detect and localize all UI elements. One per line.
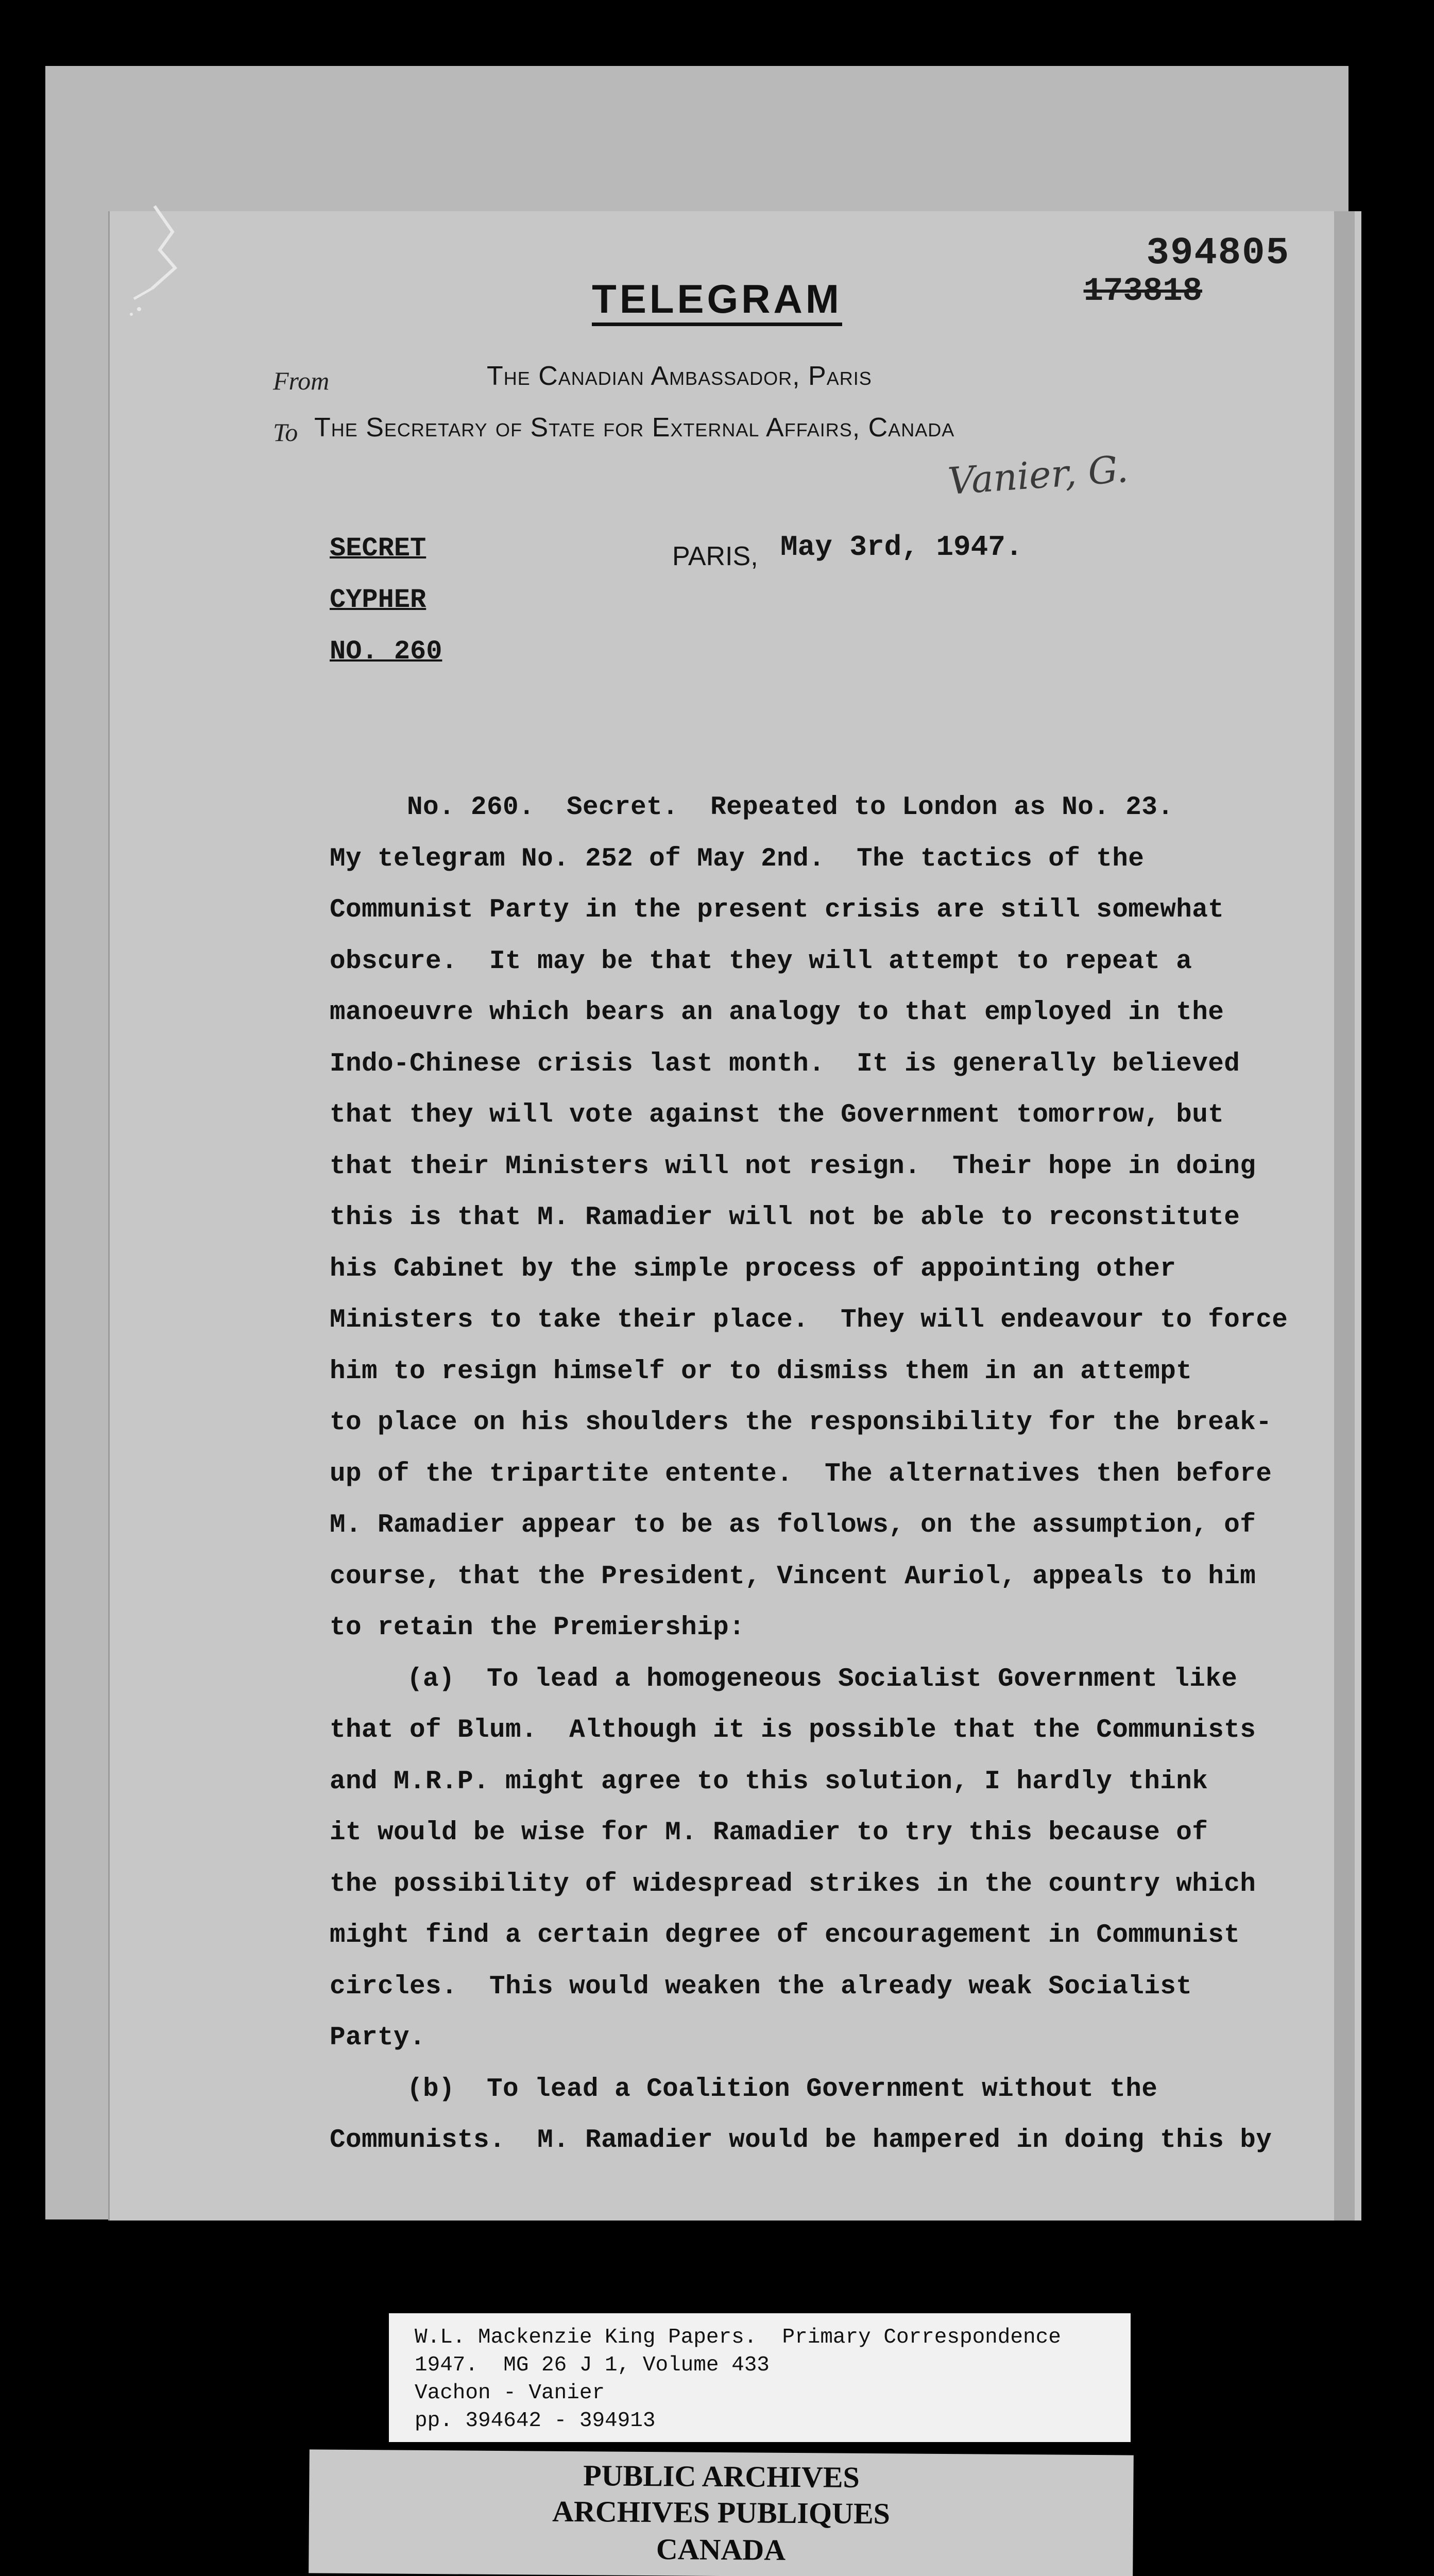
body-line: My telegram No. 252 of May 2nd. The tactics of the — [330, 844, 1145, 874]
body-line: him to resign himself or to dismiss them in an attempt — [330, 1357, 1192, 1386]
body-line: his Cabinet by the simple process of appointing other — [330, 1254, 1176, 1284]
body-line: up of the tripartite entente. The alternatives then before — [330, 1459, 1272, 1489]
telegram-body — [330, 782, 1293, 2166]
struck-document-number: 173818 — [1083, 273, 1202, 310]
citation-line: Vachon - Vanier — [415, 2381, 605, 2405]
body-line: to place on his shoulders the responsibility for the break- — [330, 1408, 1272, 1437]
to-text: The Secretary of State for External Affairs, Canada — [314, 413, 955, 443]
body-line: M. Ramadier appear to be as follows, on the assumption, of — [330, 1511, 1256, 1540]
body-line: Indo-Chinese crisis last month. It is generally believed — [330, 1049, 1240, 1079]
citation-line: W.L. Mackenzie King Papers. Primary Correspondence — [415, 2326, 1061, 2349]
stamp-line: ARCHIVES PUBLIQUES — [552, 2494, 891, 2531]
body-line: obscure. It may be that they will attempt to repeat a — [330, 946, 1192, 976]
body-line: course, that the President, Vincent Auriol, appeals to him — [330, 1562, 1256, 1591]
classification: SECRET — [330, 533, 426, 564]
body-line: (b) To lead a Coalition Government without the — [407, 2074, 1158, 2104]
place-of-origin: PARIS, — [672, 541, 758, 571]
from-text: The Canadian Ambassador, Paris — [487, 361, 872, 391]
body-line: that their Ministers will not resign. Their hope in doing — [330, 1151, 1256, 1181]
body-line: Ministers to take their place. They will endeavour to force — [330, 1306, 1288, 1335]
body-line: might find a certain degree of encouragement in Communist — [330, 1921, 1240, 1950]
telegram-heading — [0, 276, 1434, 323]
body-line: to retain the Premiership: — [330, 1613, 745, 1642]
body-line: manoeuvre which bears an analogy to that employed in the — [330, 998, 1224, 1027]
body-line: this is that M. Ramadier will not be able to reconstitute — [330, 1203, 1240, 1232]
document-number: 394805 — [1146, 232, 1290, 275]
page-edge — [1334, 211, 1355, 2221]
telegram-number: NO. 260 — [330, 636, 442, 667]
telegram-title: TELEGRAM — [592, 276, 842, 326]
stamp-line: PUBLIC ARCHIVES — [583, 2459, 860, 2494]
body-line: that they will vote against the Government tomorrow, but — [330, 1100, 1224, 1130]
public-archives-stamp — [309, 2449, 1134, 2576]
transmission-method: CYPHER — [330, 585, 426, 615]
stamp-line: CANADA — [656, 2532, 786, 2567]
telegram-date: May 3rd, 1947. — [780, 531, 1023, 564]
body-line: and M.R.P. might agree to this solution, I hardly think — [330, 1767, 1208, 1797]
body-line: Communists. M. Ramadier would be hampered in doing this by — [330, 2126, 1272, 2155]
handwritten-note: Vanier, G. — [946, 447, 1130, 503]
body-line: the possibility of widespread strikes in the country which — [330, 1869, 1256, 1899]
body-line: No. 260. Secret. Repeated to London as No. 23. — [407, 793, 1174, 822]
to-label: To — [273, 418, 298, 447]
body-line: circles. This would weaken the already weak Socialist Party. — [330, 1972, 1208, 2053]
body-line: that of Blum. Although it is possible that the Communists — [330, 1716, 1256, 1745]
from-label: From — [273, 366, 330, 395]
citation-line: 1947. MG 26 J 1, Volume 433 — [415, 2353, 770, 2377]
archive-citation-label — [389, 2313, 1131, 2442]
body-line: (a) To lead a homogeneous Socialist Government like — [407, 1664, 1238, 1694]
body-line: it would be wise for M. Ramadier to try this because of — [330, 1818, 1208, 1848]
body-line: Communist Party in the present crisis are still somewhat — [330, 895, 1224, 925]
citation-line: pp. 394642 - 394913 — [415, 2409, 656, 2433]
